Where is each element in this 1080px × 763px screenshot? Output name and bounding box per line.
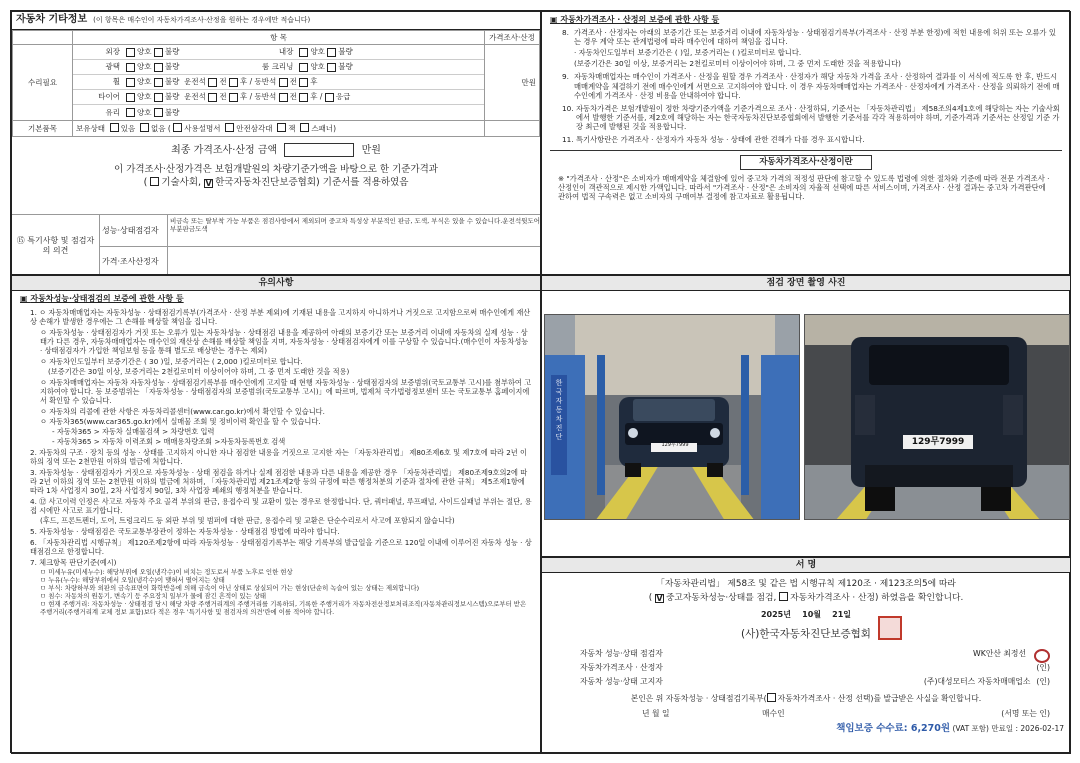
good-label: 양호	[137, 62, 152, 72]
other-info-panel	[11, 11, 541, 275]
note-item: ㅇ 자동차의 리콜에 관한 사항은 자동차리콜센터(www.car.go.kr)에서 확인할 수 있습니다.	[40, 407, 325, 416]
row-interior-label: 내장	[278, 47, 294, 57]
row-exterior-label: 외장	[105, 47, 120, 57]
triangle-label: 안전삼각대	[236, 124, 273, 134]
note-item: (보증기간은 30일 이상, 보증거리는 2천킬로미터 이상이어야 하며, 그 중 먼저 도래한 것을 적용)	[48, 367, 350, 376]
signature-date	[542, 610, 1070, 620]
note-item: - 자동차365 > 자동차 실매물검색 > 차량번호 입력	[52, 427, 215, 436]
possession-yes-checkbox[interactable]	[110, 123, 119, 132]
front-label: 전	[219, 77, 227, 87]
signature-day: 21	[832, 609, 844, 619]
signature-panel	[541, 557, 1071, 754]
pricer-opinion-label: 가격·조사산정자	[100, 247, 168, 275]
notes-section-title: ▣ 자동차성능·상태점검의 보증에 관한 사항 등	[20, 294, 184, 303]
signer-rows	[542, 649, 1070, 691]
inspection-record-page	[10, 10, 1070, 753]
yes-label: 있음	[120, 124, 136, 134]
photos-panel	[541, 275, 1071, 557]
list-item	[562, 48, 1062, 57]
glass-bad-checkbox[interactable]	[154, 108, 163, 117]
room-good-checkbox[interactable]	[299, 63, 308, 72]
price-guarantee-title: ▣ 자동차가격조사 · 산정의 보증에 관한 사항 등	[550, 15, 720, 24]
notes-panel	[11, 275, 541, 754]
notes-title: 유의사항	[12, 276, 540, 291]
signature-year: 2025	[760, 609, 784, 619]
item-number: 10.	[562, 103, 574, 113]
bad-label: 불량	[164, 77, 180, 87]
special-notes-section	[12, 214, 541, 275]
list-item	[562, 59, 1062, 68]
exterior-good-checkbox[interactable]	[126, 48, 135, 57]
row-glass	[73, 105, 484, 120]
row-glass-label: 유리	[105, 107, 120, 117]
basis-line-2: ( 기술사회, V 한국자동차진단보증협회) 기준서를 적용하였음	[143, 177, 409, 189]
basic-items-label: 기본품목	[13, 121, 73, 137]
other-info-title: 자동차 기타정보	[16, 14, 88, 26]
emergency-label: 응급	[335, 92, 351, 102]
signer-value	[740, 663, 1036, 677]
item-number: 9.	[562, 72, 569, 82]
list-item	[562, 28, 1062, 46]
price-survey-label: 자동차가격조사 · 산정) 하였음을 확인합니다.	[790, 592, 964, 603]
price-unit: 만원	[485, 45, 540, 121]
note-item: 4. ⑫ 사고이력 인정은 사고로 자동차 주요 골격 부위의 판금, 용접수리 및 교환이 있는 경우로 한정합니다. 단, 쿼터패널, 루프패널, 사이드실패널 부위는 절단, 용접 시에만 사고로 표기합니다.	[30, 497, 532, 515]
signer-row-pricer	[580, 663, 1050, 677]
possession-label: 보유상태	[76, 124, 105, 134]
rear-label: 후	[239, 92, 248, 102]
kadia-checkbox[interactable]: V	[205, 179, 212, 189]
tire-passenger-front-checkbox[interactable]	[279, 93, 288, 102]
item-number: 8.	[562, 28, 569, 37]
signature-org: (사)한국자동차진단보증협회	[741, 627, 871, 640]
wheel-driver-rear-checkbox[interactable]	[229, 78, 238, 87]
final-price-row	[12, 137, 540, 158]
passenger-label: 동반석	[254, 92, 277, 102]
criteria-list	[30, 568, 532, 616]
bad-label: 불량	[338, 47, 353, 57]
wheel-passenger-rear-checkbox[interactable]	[299, 78, 308, 87]
note-item: ㅇ 자동차성능 · 상태점검자가 거짓 또는 오류가 있는 자동차성능 · 상태점검 내용을 제공하여 아래의 보증기간 또는 보증거리 이내에 자동차의 실제 성능 · 상태가 다른 경우, 자동차매매업자는 매수인의 재산상 손해를 배상할 책임을 지며, 자동차성능 · 상태점검자에게 이를 구상할 수 있습니다.(매수인이 자동차성능 · 상태점검자가 가입한 책임보험 등을 통해 별도로 배상받는 경우는 제외)	[40, 328, 529, 355]
special-notes-label: ⑮ 특기사항 및 점검자의 의견	[12, 215, 100, 275]
row-exterior	[73, 45, 484, 60]
manual-checkbox[interactable]	[173, 123, 182, 132]
item-text: 가격조사 · 산정자는 아래의 보증기간 또는 보증거리 이내에 자동차성능 · 상태점검기록부(가격조사 · 산정 부분 한정)에 적힌 내용에 허위 또는 오류가 있는 경우 계약 또는 관계법령에 따라 매수인에 대하여 책임을 집니다.	[574, 28, 1056, 47]
photos-title: 점검 장면 촬영 사진	[542, 276, 1070, 291]
col-price-header: 가격조사·산정	[485, 31, 540, 45]
wheel-driver-front-checkbox[interactable]	[208, 78, 217, 87]
gloss-good-checkbox[interactable]	[126, 63, 135, 72]
signature-title: 서 명	[542, 558, 1070, 573]
final-price-input[interactable]	[284, 143, 354, 157]
glass-good-checkbox[interactable]	[126, 108, 135, 117]
signature-confirm-line: ( V 중고자동차성능·상태를 점검, 자동차가격조사 · 산정) 하였음을 확인합니다.	[648, 592, 964, 603]
buyer-sign-label: (서명 또는 인)	[1001, 708, 1050, 718]
good-label: 양호	[310, 47, 325, 57]
front-car-photo-image	[545, 315, 800, 520]
good-label: 양호	[137, 92, 152, 102]
item-text: (보증기간은 30일 이상, 보증거리는 2천킬로미터 이상이어야 하며, 그 중 먼저 도래한 것을 적용합니다)	[574, 59, 901, 69]
front-banner-text: 한국자동차진단	[555, 379, 563, 441]
item-text: 자동차매매업자는 매수인이 가격조사 · 산정을 원할 경우 가격조사 · 산정자가 해당 자동차 가격을 조사 · 산정하여 결과를 이 서식에 적도록 한 후, 반드시 매매계약을 체결하기 전에 매수인에게 서면으로 고지하여야 합니다. 이 경우 자동차매매업자는 가격조사 · 산정자에게 가격조사 · 산정을 의뢰하기 전에 매수인에게 가격조사 · 산정 비용을 안내하여야 합니다.	[574, 72, 1060, 100]
other-info-subtitle: (이 항목은 매수인이 자동차가격조사·산정을 원하는 경우에만 적습니다)	[93, 16, 311, 25]
signer-value: (주)대성모터스 자동차매매업소	[923, 677, 1031, 687]
tire-passenger-rear-checkbox[interactable]	[299, 93, 308, 102]
basis-line-1: 이 가격조사·산정가격은 보험개발원의 차량기준가액을 바탕으로 한 기준가격과	[114, 163, 438, 175]
other-info-table: 항 목 가격조사·산정 수리필요 외장 양호 불량 내장 양호 불량 광택 양호 불량 룸 크리닝 양호 불량 휠 양호 불량 운전석 전 후 / 동반석 전 후 타이어 양호 불량 운전석 전 후 / 동반석 전 후 / 응급 유리 양호 불량 만원 기본품목 보유상태 있음 없음 ( 사용설명서 안전삼각대 잭 스패너)	[12, 30, 540, 137]
bad-label: 불량	[164, 47, 180, 57]
note-item: 2. 자동차의 구조 · 장치 등의 성능 · 상태를 고지하지 아니한 자나 점검한 내용을 거짓으로 고지한 자는 「자동차관리법」 제80조제6호 및 제7호에 따라 2년 이하의 징역 또는 2천만원 이하의 벌금에 처합니다.	[30, 448, 527, 466]
front-plate-text: 129무7999	[661, 442, 689, 448]
receipt-confirm-a: 본인은 위 자동차성능 · 상태점검기록부(	[630, 694, 767, 704]
no-label: 없음	[151, 124, 166, 134]
manual-label: 사용설명서	[184, 124, 221, 134]
triangle-checkbox[interactable]	[225, 123, 234, 132]
criteria-item: ㅁ 미세누유(미세누수): 해당부위에 오일(냉각수)이 비치는 정도로서 부품 노후로 인한 현상	[40, 568, 293, 576]
signature-org-row	[542, 628, 1070, 641]
final-price-unit: 만원	[361, 145, 381, 156]
signer-label: 자동차 성능·상태 고지자	[580, 677, 663, 687]
front-label: 전	[289, 77, 297, 87]
signer-row-notifier	[580, 677, 1050, 691]
kadia-label: 한국자동차진단보증협회) 기준서를 적용하였음	[215, 177, 409, 189]
row-gloss	[73, 60, 484, 75]
row-gloss-label: 광택	[105, 62, 120, 72]
price-definition-title: 자동차가격조사·산정이란	[740, 155, 872, 170]
inspector-seal-stamp	[1034, 649, 1050, 663]
signature-law-line: 「자동차관리법」 제58조 및 같은 법 시행규칙 제120조 · 제123조의5에 따라	[656, 579, 956, 589]
seal-mark: (인)	[1036, 663, 1050, 673]
driver-seat-label: 운전석	[184, 77, 206, 87]
signer-label: 자동차가격조사 · 산정자	[580, 663, 663, 673]
tire-driver-rear-checkbox[interactable]	[229, 93, 238, 102]
jack-checkbox[interactable]	[277, 123, 286, 132]
item-text: 자동차가격은 보험개발원이 정한 차량기준가액을 기준가격으로 조사 · 산정하되, 기준서는 「자동차관리법」 제58조의4제1호에 해당하는 자는 기술사회에서 발행한 기준서를, 제2호에 해당하는 자는 한국자동차진단보증협회에서 발행한 기준서를 각각 적용하여야 하며, 기준가격과 기준서는 산정일 기준 가장 최근에 발행된 것을 적용합니다.	[576, 103, 1060, 131]
good-label: 양호	[310, 62, 325, 72]
room-bad-checkbox[interactable]	[327, 63, 336, 72]
interior-good-checkbox[interactable]	[299, 48, 308, 57]
price-guarantee-list	[550, 28, 1062, 144]
spanner-label: 스패너	[311, 124, 334, 134]
used-car-inspection-label: 중고자동차성능·상태를 점검,	[665, 592, 777, 603]
note-item: ㅇ 자동차365(www.car365.go.kr)에서 실매물 조회 및 정비이력 확인을 할 수 있습니다.	[40, 417, 321, 426]
signer-value: WK안산 최정선	[973, 649, 1026, 659]
engineers-society-checkbox[interactable]	[150, 177, 159, 186]
inspector-opinion-label: 성능·상태점검자	[100, 215, 168, 246]
pricer-opinion-text	[168, 247, 541, 275]
expiry-date: 만료일 : 2026-02-17	[991, 723, 1064, 733]
signature-month: 10	[802, 609, 814, 619]
rear-label: 후	[310, 77, 318, 87]
repair-label: 수리필요	[13, 45, 73, 121]
exterior-bad-checkbox[interactable]	[154, 48, 163, 57]
note-item: 6. 「자동차관리법 시행규칙」 제120조제2항에 따라 자동차성능 · 상태점검기록부는 해당 기록부의 발급일을 기준으로 120일 이내에 이루어진 자동차 성능 · 상태점검으로 한정합니다.	[30, 538, 532, 556]
notes-list	[20, 308, 532, 616]
list-item	[562, 72, 1062, 99]
receipt-confirm-b: 자동차가격조사 · 산정 선택)를 발급받은 사실을 확인합니다.	[777, 694, 982, 704]
interior-bad-checkbox[interactable]	[327, 48, 336, 57]
tire-bad-checkbox[interactable]	[154, 93, 163, 102]
notes-section-title-text: 자동차성능·상태점검의 보증에 관한 사항 등	[30, 294, 184, 303]
front-inspection-photo	[544, 314, 800, 520]
note-item: 7. 체크항목 판단기준(예시)	[30, 558, 117, 567]
wheel-good-checkbox[interactable]	[126, 78, 135, 87]
signer-label: 자동차 성능·상태 점검자	[580, 649, 663, 659]
price-definition-text: ※ "가격조사 · 산정"은 소비자가 매매계약을 체결함에 있어 중고차 가격의 적정성 판단에 참고할 수 있도록 법령에 의한 절차와 기준에 따라 전문 가격조사 · 산정인이 객관적으로 제시한 가액입니다. 따라서 "가격조사 · 산정"은 소비자의 자율적 선택에 따른 서비스이며, 가격조사 · 산정 결과는 중고차 가격판단에 관하여 법적 구속력은 없고 소비자의 구매여부 결정에 참고자료로 활용됩니다.	[558, 173, 1050, 202]
month-unit: 월	[813, 609, 821, 619]
receipt-confirm-line	[542, 693, 1070, 704]
good-label: 양호	[137, 47, 152, 57]
gloss-bad-checkbox[interactable]	[154, 63, 163, 72]
list-item	[562, 104, 1062, 131]
note-item: 1. ㅇ 자동차매매업자는 자동차성능 · 상태점검기록부(가격조사 · 산정 부분 제외)에 기재된 내용을 고지하지 아니하거나 거짓으로 고지함으로써 매수인에게 재산상 손해가 발생한 경우에는 그 손해를 배상할 책임을 집니다.	[30, 308, 531, 326]
row-room-label: 룸 크리닝	[262, 62, 294, 72]
criteria-item: ㅁ 침수: 자동차의 원동기, 변속기 등 주요장치 일부가 물에 잠긴 흔적이 있는 상태	[40, 592, 267, 600]
price-guarantee-title-text: 자동차가격조사 · 산정의 보증에 관한 사항 등	[560, 15, 720, 24]
good-label: 양호	[137, 77, 152, 87]
rear-inspection-photo	[804, 314, 1070, 520]
item-number: 11.	[562, 135, 574, 145]
tire-emergency-checkbox[interactable]	[325, 93, 334, 102]
inspector-opinion-text: 비금속 또는 탈부착 가능 부품은 점검사항에서 제외되며 중고차 특성상 부분적인 판금, 도색, 부식은 있을 수 있습니다.운전석뒷도어부분판금도색	[170, 217, 540, 234]
criteria-item: ㅁ 현재 주행거리: 자동차성능 · 상태점검 당시 해당 차량 주행거리계의 주행거리를 기록하되, 기록한 주행거리가 자동차전산정보처리조직(자동차관리정보시스템)으로부터 받은 주행거리(주행거리계 교체 정보 포함)보다 적은 경우 '특기사항 및 점검자의 의견'란에 이를 적어야 합니다.	[40, 600, 527, 616]
note-item: - 자동차365 > 자동차 이력조회 > 매매용차량조회 >자동차등록번호 검색	[52, 437, 286, 446]
spanner-checkbox[interactable]	[300, 123, 309, 132]
bad-label: 불량	[164, 92, 180, 102]
rear-car-photo-image	[805, 315, 1070, 520]
bad-label: 불량	[338, 62, 353, 72]
buyer-label: 매수인	[762, 708, 785, 718]
price-guarantee-panel	[541, 11, 1071, 275]
wheel-passenger-front-checkbox[interactable]	[279, 78, 288, 87]
signer-row-inspector	[580, 649, 1050, 663]
price-definition-box	[550, 150, 1062, 205]
fee-label: 책임보증 수수료: 6,270원	[836, 722, 951, 734]
fee-vat: (VAT 포함)	[952, 723, 989, 733]
rear-label: 후	[239, 77, 248, 87]
buyer-date: 년 월 일	[642, 708, 670, 718]
col-item-header: 항 목	[73, 31, 485, 45]
passenger-label: 동반석	[254, 77, 277, 87]
note-item: 5. 자동차성능 · 상태점검은 국토교통부장관이 정하는 자동차성능 · 상태점검 방법에 따라야 합니다.	[30, 527, 340, 536]
jack-label: 잭	[288, 124, 296, 134]
wheel-bad-checkbox[interactable]	[154, 78, 163, 87]
driver-seat-label: 운전석	[184, 92, 206, 102]
row-wheel: 휠 양호 불량 운전석 전 후 / 동반석 전 후	[73, 75, 484, 90]
possession-no-checkbox[interactable]	[140, 123, 149, 132]
criteria-item: ㅁ 부식: 차량하부와 외판의 금속표면이 화학반응에 의해 금속이 아닌 상태로 상실되어 가는 현상(단순히 녹슬어 있는 상태는 제외합니다)	[40, 584, 420, 592]
list-item	[562, 135, 1062, 144]
final-price-label: 최종 가격조사·산정 금액	[171, 145, 278, 156]
note-item: 3. 자동차성능 · 상태점검자가 거짓으로 자동차성능 · 상태 점검을 하거나 실제 점검한 내용과 다른 내용을 제공한 경우 「자동차관리법」 제80조제9호의2에 따라 2년 이하의 징역 또는 2천만원 이하의 벌금에 처하며, 「자동차관리법 제21조제2항 등의 규정에 따른 행정처분의 기준과 절차에 관한 규칙」 제5조제1항에 따라 1차 사업정지 30일, 2차 사업정지 90일, 3차 사업장 폐쇄의 행정처분을 받습니다.	[30, 468, 528, 495]
item-text: 특기사항란은 가격조사 · 산정자가 자동차 성능 · 상태에 관한 견해가 다를 경우 표시합니다.	[576, 135, 865, 145]
row-wheel-label: 휠	[112, 77, 120, 87]
bad-label: 불량	[164, 62, 180, 72]
rear-plate-text: 129무7999	[911, 437, 965, 447]
price-survey-checkbox[interactable]	[779, 592, 788, 601]
seal-mark: (인)	[1036, 677, 1050, 687]
note-item: ㅇ 자동차매매업자는 자동차 자동차성능 · 상태점검기록부를 매수인에게 고지할 때 현행 자동차성능 · 상태점검자의 보증범위(국토교통부 고시)를 첨부하여 고지하여야 합니다. 등 보증범위는 「자동차성능 · 상태점검자의 보증범위(국토교통부 고시)」에 따르며, 법제처 국가법령정보센터 또는 국토교통부 홈페이지에서 확인할 수 있습니다.	[40, 378, 532, 405]
buyer-row	[542, 709, 1070, 719]
tire-good-checkbox[interactable]	[126, 93, 135, 102]
org-seal-stamp	[878, 616, 902, 640]
used-car-inspection-checkbox[interactable]: V	[656, 593, 663, 603]
good-label: 양호	[137, 107, 152, 117]
fee-row	[542, 723, 1070, 735]
front-label: 전	[289, 92, 297, 102]
rear-label: 후	[310, 92, 318, 102]
front-label: 전	[219, 92, 227, 102]
year-unit: 년	[783, 609, 791, 619]
engineers-society-label: 기술사회,	[161, 177, 202, 189]
receipt-price-checkbox[interactable]	[767, 693, 776, 702]
tire-driver-front-checkbox[interactable]	[208, 93, 217, 102]
item-text: · 자동차인도일부터 보증기간은 ( )일, 보증거리는 ( )킬로미터로 합니다.	[574, 48, 802, 58]
day-unit: 일	[843, 609, 852, 619]
note-item: ㅇ 자동차인도일부터 보증기간은 ( 30 )일, 보증거리는 ( 2,000 )킬로미터로 합니다.	[40, 357, 303, 366]
row-tire: 타이어 양호 불량 운전석 전 후 / 동반석 전 후 / 응급	[73, 90, 484, 105]
note-item: (후드, 프론트펜더, 도어, 트렁크리드 등 외판 부위 및 범퍼에 대한 판금, 용접수리 및 교환은 단순수리로서 사고에 포함되지 않습니다)	[40, 516, 455, 525]
bad-label: 불량	[164, 107, 180, 117]
row-tire-label: 타이어	[98, 92, 120, 102]
criteria-item: ㅁ 누유(누수): 해당부위에서 오일(냉각수)이 맺혀서 떨어지는 상태	[40, 576, 225, 584]
